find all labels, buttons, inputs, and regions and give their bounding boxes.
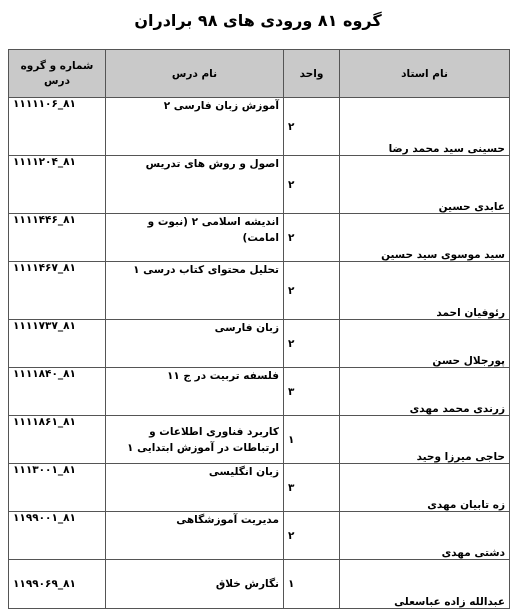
professor-cell: سید موسوی سید حسین xyxy=(340,214,510,262)
professor-cell: عابدی حسین xyxy=(340,156,510,214)
units-cell: ۱ xyxy=(284,560,340,609)
professor-cell: عبدالله زاده عباسعلی xyxy=(340,560,510,609)
header-professor: نام استاد xyxy=(340,50,510,98)
course-cell: زبان فارسی xyxy=(106,320,284,368)
course-cell: اصول و روش های تدریس xyxy=(106,156,284,214)
header-course: نام درس xyxy=(106,50,284,98)
code-cell: ۱۱۱۱۷۳۷_۸۱ xyxy=(9,320,106,368)
course-cell: اندیشه اسلامی ۲ (نبوت و امامت) xyxy=(106,214,284,262)
page-title: گروه ۸۱ ورودی های ۹۸ برادران xyxy=(134,11,382,30)
units-cell: ۱ xyxy=(284,416,340,464)
course-cell: زبان انگلیسی xyxy=(106,464,284,512)
code-cell: ۱۱۹۹۰۶۹_۸۱ xyxy=(9,560,106,609)
table-row xyxy=(9,320,510,368)
code-cell: ۱۱۱۱۸۴۰_۸۱ xyxy=(9,368,106,416)
units-cell: ۳ xyxy=(284,368,340,416)
course-cell: کاربرد فناوری اطلاعات و ارتباطات در آموزش ابتدایی ۱ xyxy=(106,416,284,464)
units-cell: ۲ xyxy=(284,512,340,560)
units-cell: ۲ xyxy=(284,98,340,156)
table-row xyxy=(9,560,510,609)
units-cell: ۲ xyxy=(284,156,340,214)
table-row xyxy=(9,464,510,512)
table-row xyxy=(9,416,510,464)
professor-cell: زه تابیان مهدی xyxy=(340,464,510,512)
units-cell: ۳ xyxy=(284,464,340,512)
course-cell: تحلیل محتوای کتاب درسی ۱ xyxy=(106,262,284,320)
course-cell: آموزش زبان فارسی ۲ xyxy=(106,98,284,156)
table-row xyxy=(9,214,510,262)
professor-cell: حسینی سید محمد رضا xyxy=(340,98,510,156)
code-cell: ۱۱۱۱۸۶۱_۸۱ xyxy=(9,416,106,464)
table-row xyxy=(9,262,510,320)
professor-cell: دشتی مهدی xyxy=(340,512,510,560)
professor-cell: رئوفیان احمد xyxy=(340,262,510,320)
units-cell: ۲ xyxy=(284,214,340,262)
professor-cell: پورجلال حسن xyxy=(340,320,510,368)
table-row xyxy=(9,98,510,156)
course-cell: مدیریت آموزشگاهی xyxy=(106,512,284,560)
header-units: واحد xyxy=(284,50,340,98)
code-cell: ۱۱۱۳۰۰۱_۸۱ xyxy=(9,464,106,512)
code-cell: ۱۱۹۹۰۰۱_۸۱ xyxy=(9,512,106,560)
header-group: شماره و گروه درس xyxy=(9,50,106,98)
professor-cell: حاجی میرزا وحید xyxy=(340,416,510,464)
table-row xyxy=(9,368,510,416)
course-cell: نگارش خلاق xyxy=(106,560,284,609)
units-cell: ۲ xyxy=(284,262,340,320)
professor-cell: زرندی محمد مهدی xyxy=(340,368,510,416)
code-cell: ۱۱۱۱۴۶۷_۸۱ xyxy=(9,262,106,320)
code-cell: ۱۱۱۱۲۰۴_۸۱ xyxy=(9,156,106,214)
code-cell: ۱۱۱۱۱۰۶_۸۱ xyxy=(9,98,106,156)
table-row xyxy=(9,156,510,214)
table-row xyxy=(9,512,510,560)
units-cell: ۲ xyxy=(284,320,340,368)
header-row xyxy=(9,50,510,98)
code-cell: ۱۱۱۱۴۴۶_۸۱ xyxy=(9,214,106,262)
course-table xyxy=(8,49,510,609)
course-cell: فلسفه تربیت در ج ۱۱ xyxy=(106,368,284,416)
